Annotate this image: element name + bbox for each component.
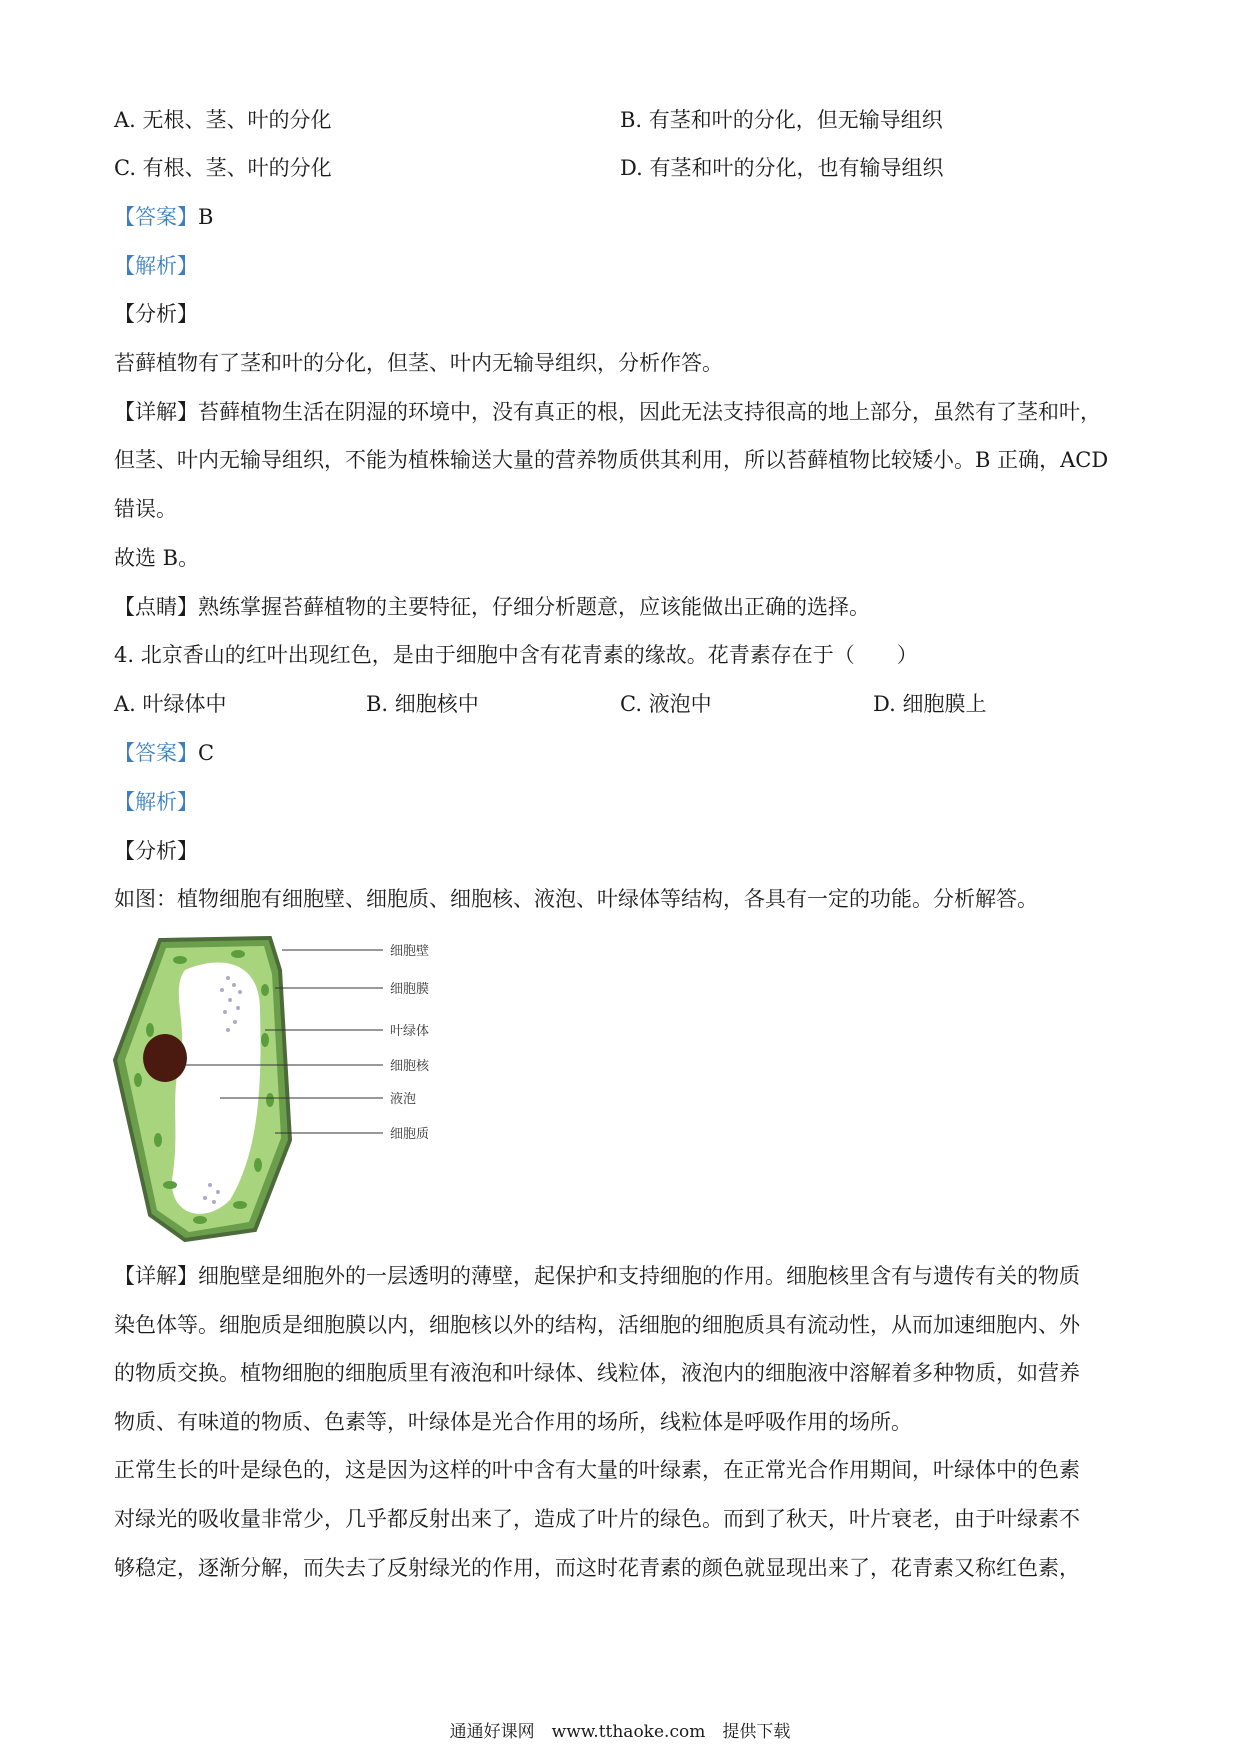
q3-jiexi-tag: 【解析】 [114,254,198,278]
q4-option-c: C. 液泡中 [620,692,712,716]
q4-jiexi-tag: 【解析】 [114,790,198,814]
q4-xiangjie-line-2: 染色体等。细胞质是细胞膜以内，细胞核以外的结构，活细胞的细胞质具有流动性，从而加速细胞内、外 [114,1313,1080,1337]
q3-xiangjie-line-3: 错误。 [114,497,177,521]
q3-xiangjie-line-2: 但茎、叶内无输导组织，不能为植株输送大量的营养物质供其利用，所以苔藓植物比较矮小。B 正确，ACD [114,448,1109,472]
q4-option-a: A. 叶绿体中 [114,692,227,716]
xiangjie-tag: 【详解】 [114,1264,198,1288]
q3-answer [114,203,213,231]
xiangjie-text: 苔藓植物生活在阴湿的环境中，没有真正的根，因此无法支持很高的地上部分，虽然有了茎和叶， [198,400,1101,424]
answer-tag: 【答案】 [114,741,198,765]
q4-para2-line-2: 对绿光的吸收量非常少，几乎都反射出来了，造成了叶片的绿色。而到了秋天，叶片衰老，由于叶绿素不 [114,1507,1080,1531]
q3-xiangjie-line-1 [114,398,1101,426]
xiangjie-text: 细胞壁是细胞外的一层透明的薄壁，起保护和支持细胞的作用。细胞核里含有与遗传有关的物质 [198,1264,1080,1288]
q3-option-d: D. 有茎和叶的分化，也有输导组织 [620,156,944,180]
q4-option-d: D. 细胞膜上 [873,692,987,716]
answer-value: C [198,741,215,765]
q4-option-b: B. 细胞核中 [366,692,479,716]
q4-xiangjie-line-3: 的物质交换。植物细胞的细胞质里有液泡和叶绿体、线粒体，液泡内的细胞液中溶解着多种物质，如营养 [114,1361,1080,1385]
xiangjie-tag: 【详解】 [114,400,198,424]
diagram-label-membrane: 细胞膜 [390,982,430,997]
q4-stem: 4. 北京香山的红叶出现红色，是由于细胞中含有花青素的缘故。花青素存在于（ ） [114,643,918,667]
q3-fenxi-tag: 【分析】 [114,302,198,326]
q3-fenxi-text: 苔藓植物有了茎和叶的分化，但茎、叶内无输导组织，分析作答。 [114,351,723,375]
diagram-label-wall: 细胞壁 [390,944,430,959]
diagram-label-cytoplasm: 细胞质 [390,1127,430,1142]
q4-xiangjie-line-1 [114,1262,1080,1290]
dianjing-tag: 【点睛】 [114,595,198,619]
q3-conclusion: 故选 B。 [114,546,200,570]
diagram-label-chloroplast: 叶绿体 [390,1024,430,1039]
page-footer: 通通好课网 www.tthaoke.com 提供下载 [449,1722,791,1742]
q4-answer [114,739,214,767]
q4-fenxi-tag: 【分析】 [114,839,198,863]
q3-option-c: C. 有根、茎、叶的分化 [114,156,332,180]
q4-fenxi-text: 如图：植物细胞有细胞壁、细胞质、细胞核、液泡、叶绿体等结构，各具有一定的功能。分析解答。 [114,887,1038,911]
answer-value: B [198,205,214,229]
diagram-label-vacuole: 液泡 [390,1092,417,1107]
q3-option-b: B. 有茎和叶的分化，但无输导组织 [620,108,943,132]
q4-para2-line-1: 正常生长的叶是绿色的，这是因为这样的叶中含有大量的叶绿素，在正常光合作用期间，叶绿体中的色素 [114,1458,1080,1482]
q4-para2-line-3: 够稳定，逐渐分解，而失去了反射绿光的作用，而这时花青素的颜色就显现出来了，花青素又称红色素， [114,1556,1080,1580]
plant-cell-diagram [110,930,470,1250]
q4-xiangjie-line-4: 物质、有味道的物质、色素等，叶绿体是光合作用的场所，线粒体是呼吸作用的场所。 [114,1410,912,1434]
q3-option-a: A. 无根、茎、叶的分化 [114,108,332,132]
q3-dianjing [114,593,870,621]
answer-tag: 【答案】 [114,205,198,229]
dianjing-text: 熟练掌握苔藓植物的主要特征，仔细分析题意，应该能做出正确的选择。 [198,595,870,619]
diagram-label-nucleus: 细胞核 [390,1059,430,1074]
nucleus-shape [143,1034,187,1082]
